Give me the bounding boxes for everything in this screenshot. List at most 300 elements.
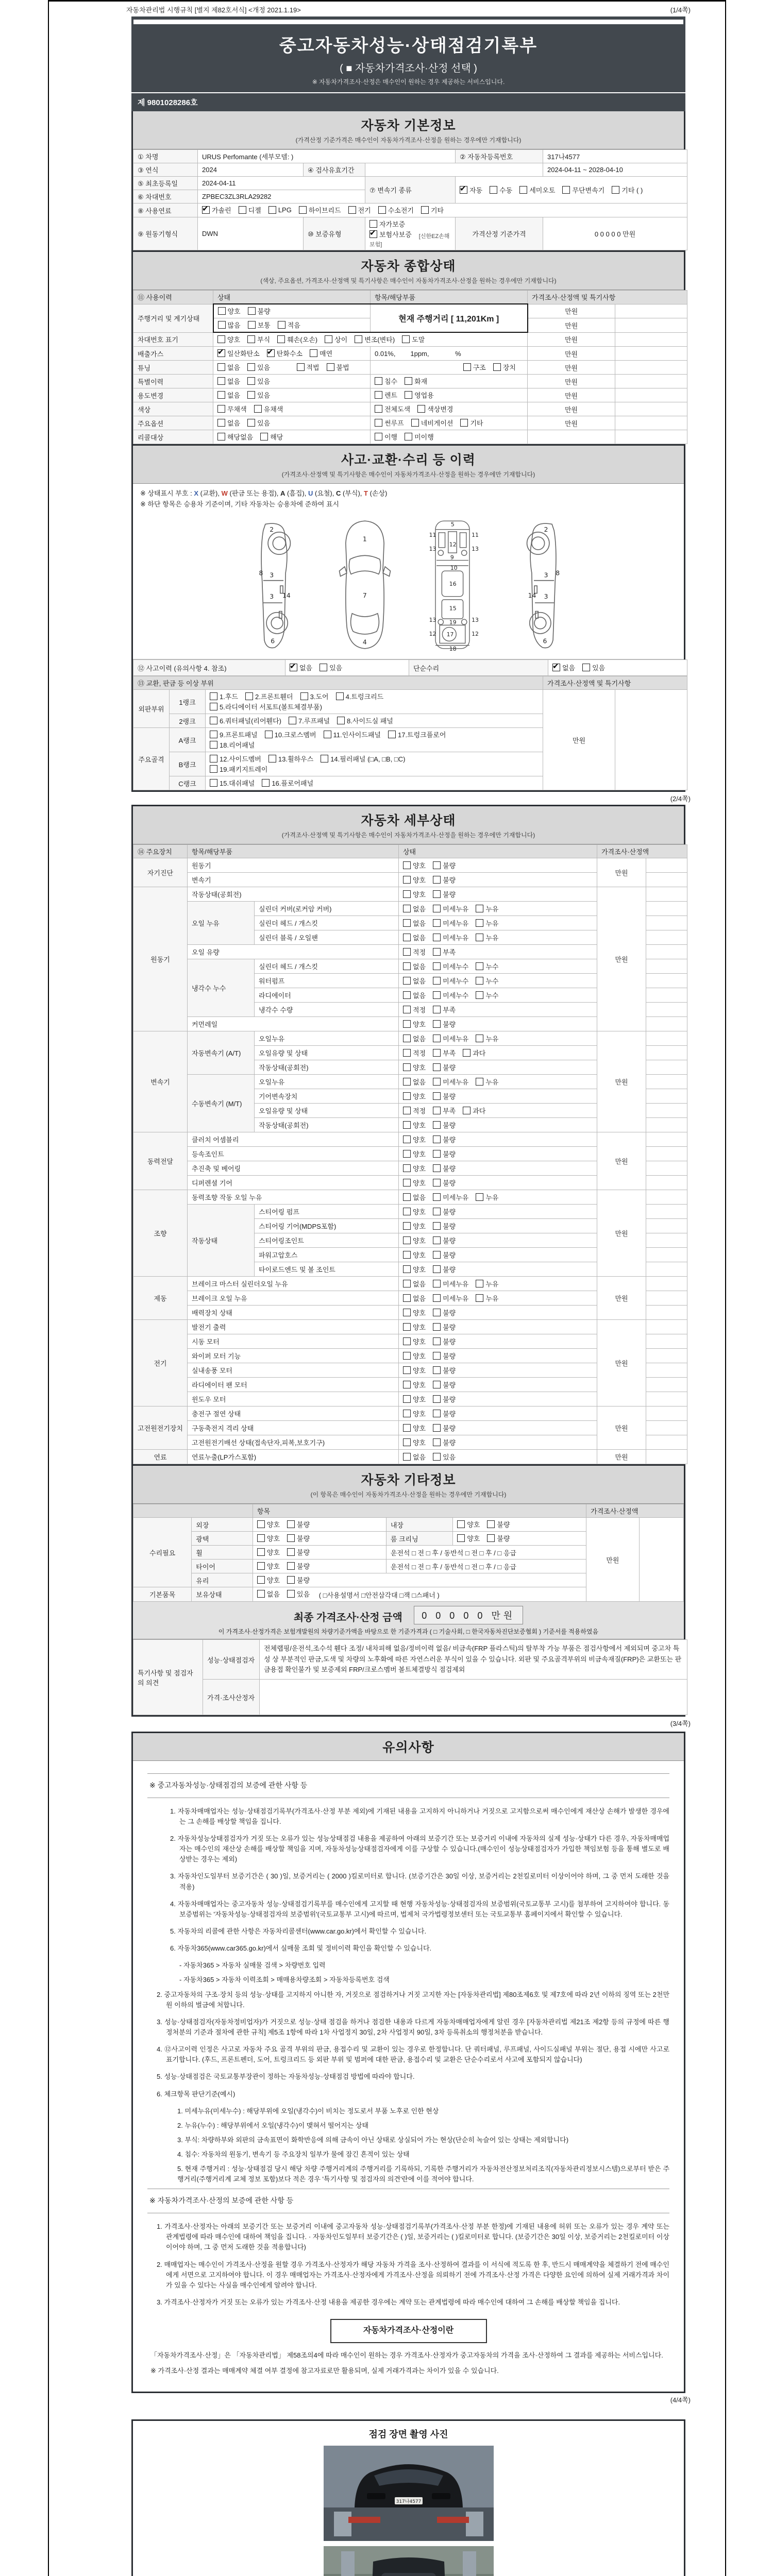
checkbox[interactable] xyxy=(239,206,246,214)
checkbox[interactable] xyxy=(433,1136,441,1143)
checkbox[interactable] xyxy=(287,1548,295,1556)
checkbox-option xyxy=(247,418,270,428)
item-label: 발전기 출력 xyxy=(188,1320,399,1334)
checkbox[interactable] xyxy=(433,1323,441,1331)
checkbox[interactable] xyxy=(218,307,226,315)
checkbox[interactable] xyxy=(405,377,412,385)
checkbox-label: 없음 xyxy=(413,1035,426,1043)
checkbox[interactable] xyxy=(460,186,467,194)
checkbox-option xyxy=(476,933,498,942)
checkbox[interactable] xyxy=(476,977,483,985)
checkbox[interactable] xyxy=(476,905,483,912)
field-label: ② 자동차등록번호 xyxy=(456,150,543,163)
row-label: 차대번호 표기 xyxy=(133,332,213,347)
checkbox[interactable] xyxy=(217,419,225,427)
checkbox[interactable] xyxy=(299,206,307,214)
device-group-label: 자기진단 xyxy=(133,858,188,887)
checkbox[interactable] xyxy=(403,948,411,956)
checkbox[interactable] xyxy=(257,1576,265,1584)
usage-type-options xyxy=(371,388,528,402)
mileage-amount-options xyxy=(213,318,371,333)
checkbox[interactable] xyxy=(433,1193,441,1201)
checkbox[interactable] xyxy=(403,1150,411,1158)
checkbox[interactable] xyxy=(327,363,334,371)
checkbox[interactable] xyxy=(402,335,410,343)
appraiser-label: 가격·조사산정자 xyxy=(203,1680,260,1715)
checkbox[interactable] xyxy=(403,1136,411,1143)
checkbox[interactable] xyxy=(403,1236,411,1244)
checkbox[interactable] xyxy=(403,1049,411,1057)
checkbox[interactable] xyxy=(403,1366,411,1374)
table-header-row xyxy=(133,676,687,690)
checkbox[interactable] xyxy=(287,1590,295,1598)
table-row xyxy=(133,690,687,714)
checkbox[interactable] xyxy=(433,876,441,884)
checkbox[interactable] xyxy=(433,1121,441,1129)
checkbox[interactable] xyxy=(403,919,411,927)
fuel-options xyxy=(198,204,687,217)
checkbox[interactable] xyxy=(487,1534,495,1542)
checkbox[interactable] xyxy=(433,1020,441,1028)
checkbox[interactable] xyxy=(217,335,225,343)
checkbox[interactable] xyxy=(403,1164,411,1172)
checkbox[interactable] xyxy=(325,335,332,343)
checkbox[interactable] xyxy=(433,1294,441,1302)
item-label: 배력장치 상태 xyxy=(188,1306,399,1320)
blank-cell xyxy=(646,1176,687,1190)
checkbox[interactable] xyxy=(493,363,501,371)
checkbox[interactable] xyxy=(210,765,217,773)
checkbox[interactable] xyxy=(337,717,345,724)
checkbox-label: 보험사보증 xyxy=(379,231,412,239)
checkbox[interactable] xyxy=(433,890,441,898)
table-row xyxy=(133,660,687,676)
checkbox[interactable] xyxy=(210,692,217,700)
checkbox[interactable] xyxy=(321,755,328,762)
item-label: 실내송풍 모터 xyxy=(188,1363,399,1378)
device-group-label: 조향 xyxy=(133,1190,188,1277)
checkbox[interactable] xyxy=(218,321,226,329)
svg-text:11: 11 xyxy=(471,532,479,539)
checkbox-label: 없음 xyxy=(413,1078,426,1086)
checkbox[interactable] xyxy=(433,1035,441,1042)
checkbox[interactable] xyxy=(433,962,441,970)
document-number: 제 9801028286호 xyxy=(131,92,685,111)
checkbox[interactable] xyxy=(210,717,217,724)
checkbox[interactable] xyxy=(463,1049,470,1057)
checkbox[interactable] xyxy=(403,1424,411,1432)
checkbox[interactable] xyxy=(403,1337,411,1345)
checkbox[interactable] xyxy=(403,890,411,898)
checkbox[interactable] xyxy=(433,1107,441,1114)
checkbox[interactable] xyxy=(257,1534,265,1542)
checkbox[interactable] xyxy=(476,1078,483,1086)
checkbox[interactable] xyxy=(336,692,344,700)
checkbox[interactable] xyxy=(217,349,225,357)
checkbox[interactable] xyxy=(457,1520,465,1528)
appraiser-remarks xyxy=(260,1680,687,1715)
checkbox[interactable] xyxy=(254,405,262,413)
blank-cell xyxy=(646,1306,687,1320)
checkbox[interactable] xyxy=(375,419,382,427)
checkbox[interactable] xyxy=(433,1164,441,1172)
field-label: ⑤ 최초등록일 xyxy=(133,177,198,190)
checkbox[interactable] xyxy=(247,377,255,385)
checkbox[interactable] xyxy=(403,1294,411,1302)
checkbox-option xyxy=(433,1452,456,1462)
checkbox[interactable] xyxy=(403,962,411,970)
checkbox[interactable] xyxy=(405,433,412,440)
checkbox-label: 없음 xyxy=(266,1590,280,1598)
notice-title: 유의사항 xyxy=(382,1740,434,1755)
checkbox-label: 썬루프 xyxy=(384,419,404,427)
checkbox[interactable] xyxy=(403,876,411,884)
checkbox[interactable] xyxy=(247,391,255,399)
checkbox[interactable] xyxy=(268,755,276,762)
checkbox[interactable] xyxy=(476,991,483,999)
checkbox[interactable] xyxy=(403,1395,411,1403)
basic-items-options xyxy=(257,1591,317,1599)
notice-section-heading: ※ 자동차가격조사·산정의 보증에 관한 사항 등 xyxy=(147,2189,669,2213)
part-label: 1.후드 xyxy=(220,693,238,701)
table-header-row xyxy=(133,1504,684,1518)
checkbox[interactable] xyxy=(403,1179,411,1187)
checkbox-label: 양호 xyxy=(227,308,241,315)
checkbox[interactable] xyxy=(248,321,256,329)
checkbox[interactable] xyxy=(476,962,483,970)
state-options xyxy=(399,1291,597,1306)
checkbox[interactable] xyxy=(476,1294,483,1302)
checkbox[interactable] xyxy=(433,1280,441,1287)
checkbox[interactable] xyxy=(487,1520,495,1528)
checkbox[interactable] xyxy=(403,1107,411,1114)
checkbox[interactable] xyxy=(277,335,285,343)
blank-cell xyxy=(615,347,687,361)
checkbox[interactable] xyxy=(433,991,441,999)
checkbox[interactable] xyxy=(217,377,225,385)
checkbox[interactable] xyxy=(247,363,255,371)
checkbox-option xyxy=(369,219,405,229)
checkbox[interactable] xyxy=(378,206,386,214)
checkbox[interactable] xyxy=(519,186,527,194)
checkbox-label: 가솔린 xyxy=(212,207,231,214)
checkbox[interactable] xyxy=(476,934,483,941)
checkbox[interactable] xyxy=(433,919,441,927)
row-label: 보유상태 xyxy=(192,1587,253,1602)
checkbox[interactable] xyxy=(403,934,411,941)
checkbox[interactable] xyxy=(612,186,619,194)
checkbox[interactable] xyxy=(287,1576,295,1584)
checkbox[interactable] xyxy=(433,1006,441,1013)
checkbox[interactable] xyxy=(433,1063,441,1071)
checkbox-option xyxy=(433,1178,456,1188)
checkbox[interactable] xyxy=(247,335,255,343)
checkbox[interactable] xyxy=(433,1366,441,1374)
checkbox-option xyxy=(460,418,483,428)
checkbox[interactable] xyxy=(210,703,217,710)
checkbox-label: 미세누수 xyxy=(443,962,469,971)
checkbox-option xyxy=(463,362,486,372)
checkbox[interactable] xyxy=(210,755,217,762)
checkbox[interactable] xyxy=(297,363,305,371)
checkbox[interactable] xyxy=(403,905,411,912)
checkbox[interactable] xyxy=(210,741,217,749)
checkbox[interactable] xyxy=(403,1280,411,1287)
checkbox[interactable] xyxy=(355,335,362,343)
checkbox-option xyxy=(463,1106,485,1115)
checkbox-option xyxy=(254,404,283,414)
checkbox[interactable] xyxy=(476,1035,483,1042)
checkbox-label: 양호 xyxy=(413,1222,426,1230)
checkbox[interactable] xyxy=(433,1438,441,1446)
notice-header xyxy=(133,1733,684,1761)
checkbox-option xyxy=(403,1005,426,1014)
notice-item: 3. 성능·상태점검자(자동차정비업자)가 거짓으로 성능·상태 점검을 하거나 점검한 내용과 다르게 자동차매매업자에게 알린 경우 [자동차관리법 제21조 제2항 등의 규정에 따른 행정처분의 기준과 절차에 관한 규칙] 제5조 1항에 따라 1차 사업정지 30일, 2차 사업정지 90일, 3차 등록취소의 행정처분을 받습니다. xyxy=(157,2018,669,2036)
checkbox[interactable] xyxy=(245,692,253,700)
checkbox-option xyxy=(217,390,240,400)
checkbox[interactable] xyxy=(290,664,297,671)
checkbox[interactable] xyxy=(562,186,570,194)
notice-item: 3. 자동차인도일부터 보증기간은 ( 30 )일, 보증거리는 ( 2000 )킬로미터로 합니다. (보증기간은 30일 이상, 보증거리는 2천킬로미터 이상이어야 하며, 그 중 먼저 도래한 것을 적용) xyxy=(170,1872,669,1891)
checkbox-label: 무단변속기 xyxy=(572,186,605,194)
checkbox-option xyxy=(321,754,405,764)
checkbox[interactable] xyxy=(433,1092,441,1100)
blank-cell xyxy=(646,1291,687,1306)
checkbox[interactable] xyxy=(300,692,308,700)
checkbox[interactable] xyxy=(287,1534,295,1542)
checkbox[interactable] xyxy=(433,1337,441,1345)
item-label: 디퍼렌셜 기어 xyxy=(188,1176,399,1190)
checkbox[interactable] xyxy=(433,1208,441,1215)
checkbox[interactable] xyxy=(210,731,217,738)
checkbox[interactable] xyxy=(403,1251,411,1259)
checkbox[interactable] xyxy=(433,1078,441,1086)
checkbox[interactable] xyxy=(433,1179,441,1187)
checkbox[interactable] xyxy=(403,977,411,985)
checkbox[interactable] xyxy=(463,1107,470,1114)
column-header: 항목/해당부품 xyxy=(188,845,399,858)
checkbox[interactable] xyxy=(476,1280,483,1287)
checkbox-option xyxy=(403,1437,426,1447)
checkbox[interactable] xyxy=(433,977,441,985)
checkbox[interactable] xyxy=(210,779,217,787)
checkbox-label: 도말 xyxy=(412,336,425,344)
svg-text:11: 11 xyxy=(429,532,436,539)
remarks-label: 특기사항 및 점검자의 의견 xyxy=(133,1640,203,1715)
blank-cell xyxy=(615,332,687,347)
checkbox-label: 양호 xyxy=(413,1352,426,1360)
mileage-state-options xyxy=(213,304,371,318)
checkbox[interactable] xyxy=(403,1121,411,1129)
checkbox-label: 이행 xyxy=(384,433,398,441)
checkbox[interactable] xyxy=(369,230,377,238)
checkbox[interactable] xyxy=(375,391,382,399)
checkbox[interactable] xyxy=(217,363,225,371)
checkbox[interactable] xyxy=(582,664,590,671)
checkbox[interactable] xyxy=(403,991,411,999)
checkbox[interactable] xyxy=(457,1534,465,1542)
checkbox[interactable] xyxy=(403,1208,411,1215)
state-options xyxy=(399,858,597,873)
checkbox-option xyxy=(289,716,330,725)
checkbox-option xyxy=(433,1394,456,1404)
checkbox[interactable] xyxy=(375,405,382,413)
checkbox-option xyxy=(403,1394,426,1404)
checkbox[interactable] xyxy=(287,1520,295,1528)
checkbox[interactable] xyxy=(310,349,317,357)
checkbox[interactable] xyxy=(433,1222,441,1230)
checkbox[interactable] xyxy=(403,1006,411,1013)
checkbox[interactable] xyxy=(217,433,225,440)
checkbox[interactable] xyxy=(433,1049,441,1057)
part-label: 16.플로어패널 xyxy=(272,779,314,787)
checkbox[interactable] xyxy=(278,321,285,329)
detail-row xyxy=(133,887,687,902)
checkbox[interactable] xyxy=(476,1193,483,1201)
checkbox[interactable] xyxy=(421,206,429,214)
checkbox[interactable] xyxy=(403,1323,411,1331)
checkbox[interactable] xyxy=(433,948,441,956)
checkbox[interactable] xyxy=(403,1078,411,1086)
item-label: 커먼레일 xyxy=(188,1017,399,1031)
checkbox[interactable] xyxy=(433,1381,441,1388)
item-label: 스티어링조인트 xyxy=(255,1233,399,1248)
checkbox[interactable] xyxy=(433,1424,441,1432)
checkbox[interactable] xyxy=(433,1309,441,1316)
parts-line xyxy=(210,764,539,774)
checkbox-option xyxy=(287,1533,310,1543)
checkbox-option xyxy=(402,334,425,344)
checkbox[interactable] xyxy=(433,1251,441,1259)
checkbox-option xyxy=(247,376,270,386)
checkbox[interactable] xyxy=(257,1520,265,1528)
blank-cell xyxy=(646,988,687,1003)
checkbox-label: 양호 xyxy=(413,1092,426,1100)
checkbox[interactable] xyxy=(403,1035,411,1042)
checkbox[interactable] xyxy=(433,861,441,869)
svg-text:6: 6 xyxy=(543,637,547,645)
checkbox[interactable] xyxy=(403,1222,411,1230)
checkbox[interactable] xyxy=(265,731,273,738)
checkbox[interactable] xyxy=(433,1395,441,1403)
checkbox[interactable] xyxy=(267,349,275,357)
checkbox[interactable] xyxy=(257,1562,265,1570)
item-label: 작동상태(공회전) xyxy=(255,1060,399,1075)
checkbox[interactable] xyxy=(260,433,268,440)
checkbox[interactable] xyxy=(388,731,396,738)
checkbox[interactable] xyxy=(324,731,331,738)
usage-change-options xyxy=(213,388,371,402)
checkbox[interactable] xyxy=(268,206,276,214)
checkbox-label: 화재 xyxy=(414,378,428,385)
checkbox-option xyxy=(612,185,643,195)
column-header: ⑪ 사용이력 xyxy=(133,291,213,304)
checkbox[interactable] xyxy=(433,1410,441,1417)
checkbox-label: 불량 xyxy=(297,1563,310,1570)
checkbox[interactable] xyxy=(463,363,471,371)
checkbox[interactable] xyxy=(403,1410,411,1417)
accident-history-options xyxy=(285,660,409,676)
row-label: 튜닝 xyxy=(133,361,213,375)
checkbox[interactable] xyxy=(248,307,256,315)
checkbox[interactable] xyxy=(289,717,296,724)
checkbox[interactable] xyxy=(403,1309,411,1316)
svg-text:12: 12 xyxy=(449,541,457,548)
checkbox[interactable] xyxy=(403,1265,411,1273)
checkbox-option xyxy=(210,778,255,788)
checkbox[interactable] xyxy=(403,1352,411,1360)
checkbox[interactable] xyxy=(202,206,210,214)
checkbox-option xyxy=(217,404,247,414)
checkbox[interactable] xyxy=(257,1590,265,1598)
checkbox[interactable] xyxy=(262,779,270,787)
checkbox[interactable] xyxy=(433,934,441,941)
accident-history-note: (가격조사·산정액 및 특기사항은 매수인이 자동차가격조사·산정을 원하는 경우에만 기재합니다) xyxy=(281,471,535,478)
checkbox-label: 양호 xyxy=(413,1395,426,1403)
checkbox[interactable] xyxy=(369,220,377,228)
checkbox-option xyxy=(490,185,512,195)
table-row xyxy=(133,332,687,347)
row-label: 룸 크리닝 xyxy=(386,1532,452,1546)
checkbox[interactable] xyxy=(433,1265,441,1273)
notice-subitem: 3. 부식: 차량하부와 외판의 금속표면이 화학반응에 의해 금속이 아닌 상태로 상실되어 가는 현상(단순히 녹슬어 있는 상태는 제외합니다) xyxy=(177,2136,569,2144)
checkbox-option xyxy=(268,206,292,214)
checkbox[interactable] xyxy=(217,391,225,399)
checkbox[interactable] xyxy=(405,391,412,399)
notice-subitem: 1. 미세누유(미세누수) : 해당부위에 오일(냉각수)이 비치는 정도로서 부품 노후로 인한 현상 xyxy=(177,2107,439,2115)
checkbox[interactable] xyxy=(411,419,419,427)
item-label: 등속조인트 xyxy=(188,1147,399,1161)
checkbox[interactable] xyxy=(403,1193,411,1201)
checkbox[interactable] xyxy=(247,419,255,427)
checkbox[interactable] xyxy=(403,1063,411,1071)
checkbox[interactable] xyxy=(287,1562,295,1570)
checkbox[interactable] xyxy=(217,405,225,413)
checkbox[interactable] xyxy=(403,1438,411,1446)
checkbox-option xyxy=(378,205,414,215)
checkbox[interactable] xyxy=(433,1352,441,1360)
checkbox-option xyxy=(218,320,241,330)
checkbox[interactable] xyxy=(257,1548,265,1556)
checkbox[interactable] xyxy=(348,206,356,214)
checkbox[interactable] xyxy=(403,1092,411,1100)
checkbox[interactable] xyxy=(375,377,382,385)
checkbox[interactable] xyxy=(320,664,327,671)
field-label: ⑨ 원동기형식 xyxy=(133,217,198,250)
checkbox[interactable] xyxy=(403,1020,411,1028)
checkbox[interactable] xyxy=(460,419,468,427)
status-code-desc: (부식), xyxy=(341,489,364,497)
checkbox[interactable] xyxy=(552,664,560,671)
checkbox[interactable] xyxy=(433,1236,441,1244)
checkbox-label: 불량 xyxy=(443,1063,456,1072)
checkbox[interactable] xyxy=(403,861,411,869)
car-damage-diagram xyxy=(133,513,684,659)
checkbox[interactable] xyxy=(403,1381,411,1388)
checkbox[interactable] xyxy=(433,1150,441,1158)
checkbox[interactable] xyxy=(403,1453,411,1461)
checkbox[interactable] xyxy=(375,433,382,440)
checkbox[interactable] xyxy=(417,405,425,413)
checkbox[interactable] xyxy=(433,1453,441,1461)
row-label: 주요옵션 xyxy=(133,416,213,430)
photo-front-view xyxy=(324,2446,494,2541)
accident-history-title: 사고·교환·수리 등 이력 xyxy=(341,453,476,467)
checkbox-label: 양호 xyxy=(413,1063,426,1072)
checkbox[interactable] xyxy=(490,186,497,194)
checkbox[interactable] xyxy=(476,919,483,927)
checkbox[interactable] xyxy=(433,905,441,912)
